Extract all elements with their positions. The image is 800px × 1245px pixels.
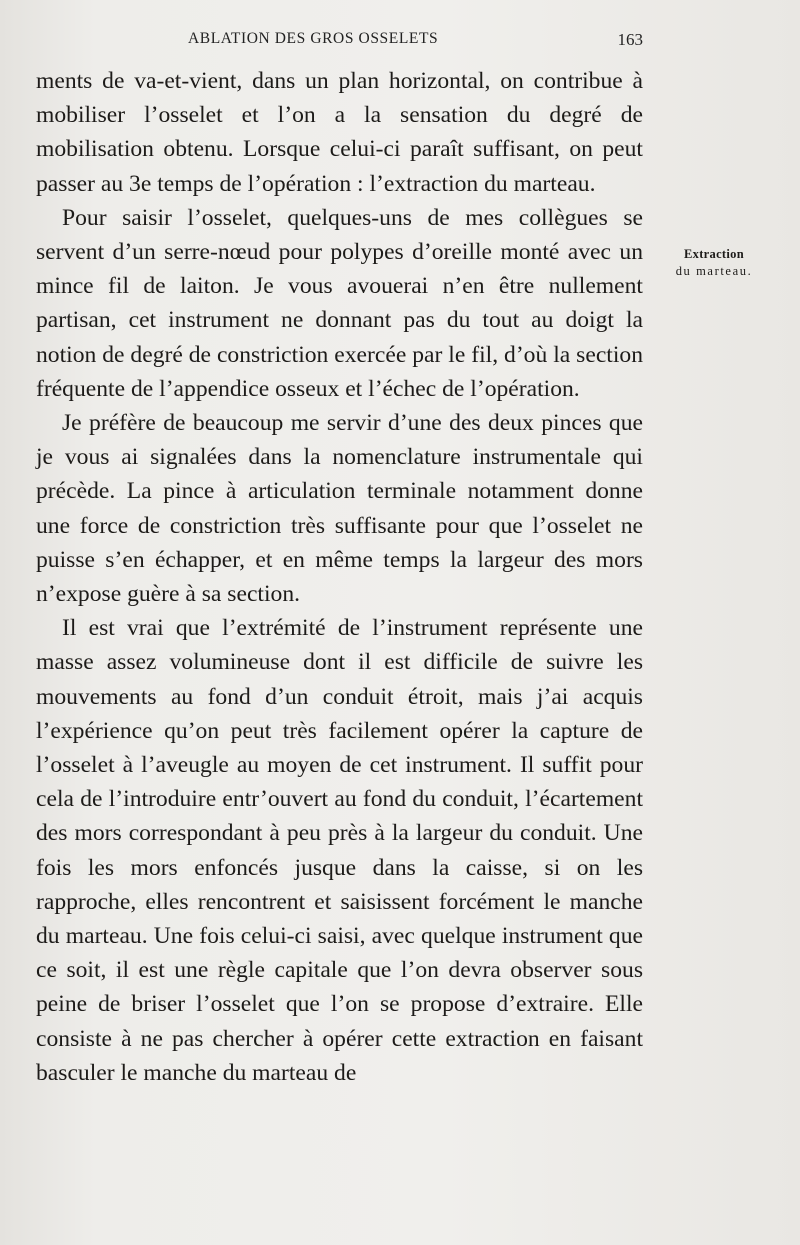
margin-note (652, 246, 776, 280)
page-number: 163 (617, 30, 643, 49)
paragraph: Il est vrai que l’extrémité de l’instrument représente une masse assez volumineuse dont il est difficile de suivre les mouvements au fond d’un conduit étroit, mais j’ai acquis l’expérience qu’on peut très facilement opérer la capture de l’osselet à l’aveugle au moyen de cet instrument. Il suffit pour cela de l’introduire entr’ouvert au fond du conduit, l’écartement des mors correspondant à peu près à la largeur du conduit. Une fois les mors enfoncés jusque dans la caisse, si on les rapproche, elles rencontrent et saisissent forcément le manche du marteau. Une fois celui-ci saisi, avec quelque instrument que ce soit, il est une règle capitale que l’on devra observer sous peine de briser l’osselet que l’on se propose d’extraire. Elle consiste à ne pas chercher à opérer cette extraction en faisant basculer le manche du marteau de (36, 615, 643, 1086)
running-title: ABLATION DES GROS OSSELETS (188, 30, 439, 47)
paragraph: ments de va-et-vient, dans un plan horizontal, on contribue à mobiliser l’osselet et l’on a la sensation du degré de mobilisation obtenu. Lorsque celui-ci paraît suffisant, on peut passer au 3e temps de l’opération : l’extraction du marteau. (36, 68, 643, 197)
running-head (36, 30, 643, 56)
margin-note-subtitle: du marteau. (675, 264, 753, 278)
paragraph: Pour saisir l’osselet, quelques-uns de mes collègues se servent d’un serre-nœud pour polypes d’oreille monté avec un mince fil de laiton. Je vous avouerai n’en être nullement partisan, cet instrument ne donnant pas du tout au doigt la notion de degré de constriction exercée par le fil, d’où la section fréquente de l’appendice osseux et l’échec de l’opération. (36, 204, 643, 402)
body-text (36, 64, 643, 1090)
margin-note-title: Extraction (684, 247, 744, 261)
paragraph: Je préfère de beaucoup me servir d’une des deux pinces que je vous ai signalées dans la nomenclature instrumentale qui précède. La pince à articulation terminale notamment donne une force de constriction très suffisante pour que l’osselet ne puisse s’en échapper, et en même temps la largeur des mors n’expose guère à sa section. (36, 410, 643, 608)
